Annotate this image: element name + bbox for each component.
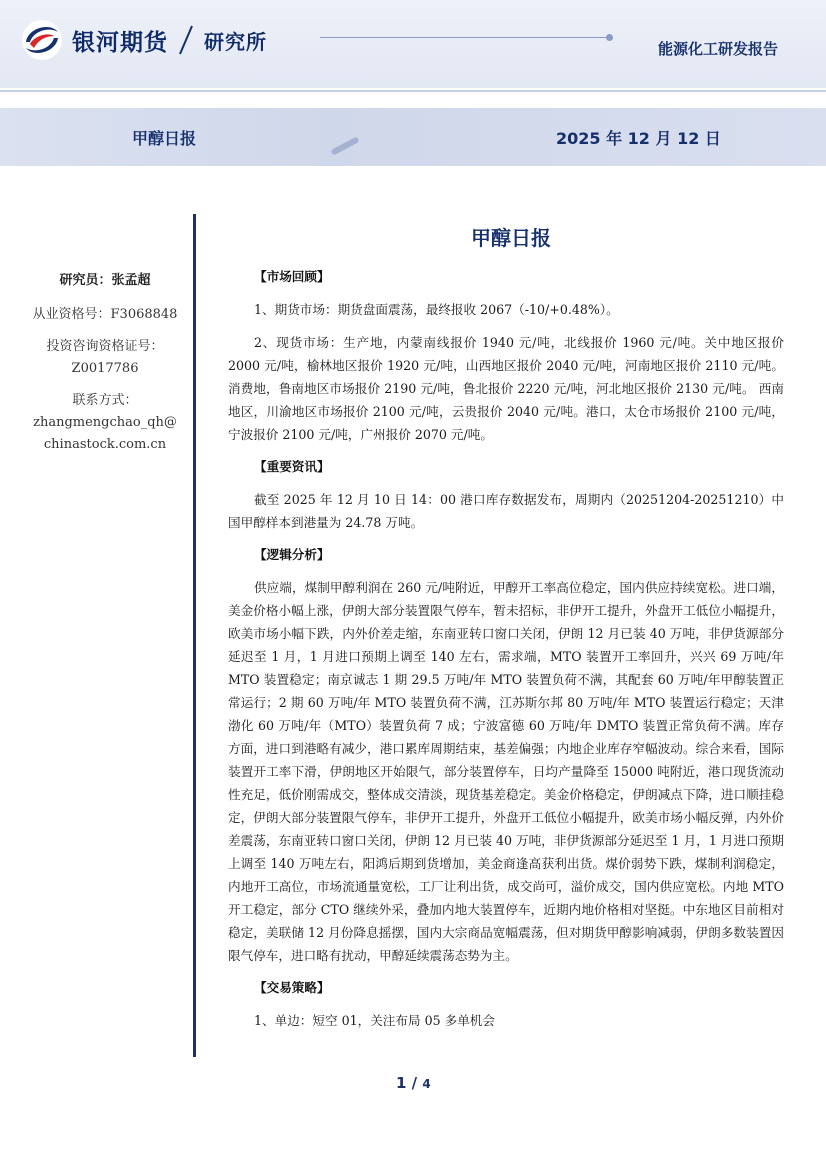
document-title: 甲醇日报 (471, 226, 551, 250)
spot-market-paragraph: 2、现货市场：生产地，内蒙南线报价 1940 元/吨，北线报价 1960 元/吨。关中地区报价 2000 元/吨，榆林地区报价 1920 元/吨，山西地区报价 2040 元/吨，河南地区报价 2110 元/吨。消费地，鲁南地区市场报价 2190 元/吨，鲁北报价 2220 元/吨，河北地区报价 2130 元/吨。 西南地区，川渝地区市场报价 2100 元/吨，云贵报价 2040 元/吨。港口，太仓市场报价 2100 元/吨，宁波报价 2100 元/吨，广州报价 2070 元/吨。 (228, 335, 784, 442)
brand-name: 银河期货 (72, 29, 168, 56)
license-number: 从业资格号：F3068848 (32, 307, 178, 322)
section-heading-market-review: 【市场回顾】 (254, 269, 330, 284)
sidebar-divider (193, 214, 196, 1057)
page-number (396, 1074, 431, 1092)
galaxy-logo-icon (20, 18, 64, 62)
futures-market-paragraph: 1、期货市场：期货盘面震荡，最终报收 2067（-10/+0.48%）。 (254, 302, 619, 317)
logic-analysis-paragraph: 供应端，煤制甲醇利润在 260 元/吨附近，甲醇开工率高位稳定，国内供应持续宽松。进口端，美金价格小幅上涨，伊朗大部分装置限气停车，暂未招标，非伊开工提升，外盘开工低位小幅提升，欧美市场小幅下跌，内外价差走缩，东南亚转口窗口关闭，伊朗 12 月已装 40 万吨，非伊货源部分延迟至 1 月，1 月进口预期上调至 140 左右，需求端，MTO 装置开工率回升，兴兴 69 万吨/年 MTO 装置稳定；南京诚志 1 期 29.5 万吨/年 MTO 装置负荷不满，其配套 60 万吨/年甲醇装置正常运行；2 期 60 万吨/年 MTO 装置负荷不满，江苏斯尔邦 80 万吨/年 MTO 装置运行稳定；天津渤化 60 万吨/年（MTO）装置负荷 7 成；宁波富德 60 万吨/年 DMTO 装置正常负荷不满。库存方面，进口到港略有减少，港口累库周期结束，基差偏强；内地企业库存窄幅波动。综合来看，国际装置开工率下滑，伊朗地区开始限气，部分装置停车，日均产量降至 15000 吨附近，港口现货流动性充足，低价刚需成交，整体成交清淡，现货基差稳定。美金价格稳定，伊朗减点下降，进口顺挂稳定，伊朗大部分装置限气停车，非伊开工提升，外盘开工低位小幅提升，欧美市场小幅反弹，内外价差震荡，东南亚转口窗口关闭，伊朗 12 月已装 40 万吨，非伊货源部分延迟至 1 月，1 月进口预期上调至 140 万吨左右，阳鸿后期到货增加，美金商逢高获利出货。煤价弱势下跌，煤制利润稳定，内地开工高位，市场流通量宽松，工厂让利出货，成交尚可，溢价成交，国内供应宽松。内地 MTO 开工稳定，部分 CTO 继续外采，叠加内地大装置停车，近期内地价格相对坚挺。中东地区目前相对稳定，美联储 12 月份降息摇摆，国内大宗商品宽幅震荡，但对期货甲醇影响减弱，伊朗多数装置因限气停车，进口略有扰动，甲醇延续震荡态势为主。 (228, 580, 784, 963)
band-date: 2025 年 12 月 12 日 (556, 129, 721, 148)
band-title: 甲醇日报 (132, 129, 197, 148)
page-current: 1 (396, 1074, 407, 1092)
contact-email-line2[interactable]: chinastock.com.cn (43, 437, 167, 452)
header-rule (320, 37, 610, 38)
header-divider (0, 90, 826, 92)
strategy-paragraph: 1、单边：短空 01，关注布局 05 多单机会 (254, 1013, 495, 1028)
author-sidebar (20, 270, 190, 456)
researcher-name: 研究员：张孟超 (59, 273, 151, 288)
section-heading-strategy: 【交易策略】 (254, 980, 330, 995)
brand-logo (20, 18, 267, 62)
page-total: 4 (422, 1077, 431, 1091)
section-heading-key-news: 【重要资讯】 (254, 459, 330, 474)
report-type: 能源化工研发报告 (657, 40, 778, 58)
consult-number: Z0017786 (71, 361, 139, 376)
report-body (228, 266, 784, 1042)
divider-slash-icon (174, 22, 198, 58)
contact-email-line1[interactable]: zhangmengchao_qh@ (33, 415, 177, 430)
consult-label: 投资咨询资格证号： (46, 339, 164, 354)
contact-label: 联系方式： (72, 393, 138, 408)
key-news-paragraph: 截至 2025 年 12 月 10 日 14：00 港口库存数据发布，周期内（20251204-20251210）中国甲醇样本到港量为 24.78 万吨。 (228, 492, 784, 530)
page-separator: / (406, 1074, 423, 1092)
section-heading-logic: 【逻辑分析】 (254, 547, 330, 562)
header-rule-dot (606, 34, 613, 41)
institute-name: 研究所 (204, 29, 267, 54)
